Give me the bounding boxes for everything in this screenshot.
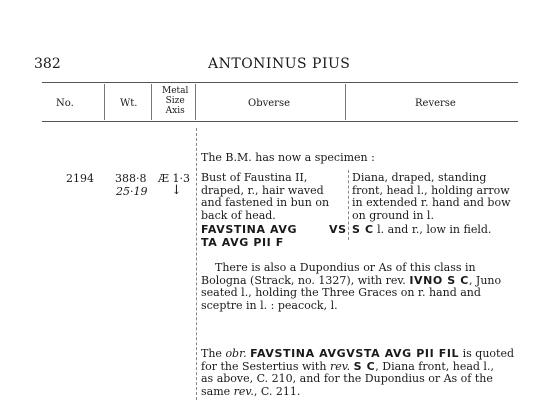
running-head: ANTONINUS PIUS	[208, 56, 351, 72]
note-obr: obr.	[225, 347, 247, 360]
note-text: , C. 211.	[253, 384, 301, 398]
obverse-line: back of head.	[201, 208, 276, 222]
note-legend: IVNO S C	[409, 273, 469, 287]
catalogue-number: 2194	[66, 172, 94, 185]
metal-size: Æ 1·3	[158, 172, 191, 185]
note-text: , Diana front, head l.,	[375, 359, 494, 373]
note-line: sceptre in l. : peacock, l.	[201, 298, 338, 312]
reverse-line: Diana, draped, standing	[352, 171, 487, 184]
note-line: There is also a Dupondius or As of this class in	[215, 261, 476, 274]
obverse-line: draped, r., hair waved	[201, 183, 324, 197]
note-legend: FAVSTINA AVGVSTA AVG PII FIL	[250, 347, 460, 360]
reverse-description	[352, 172, 511, 222]
note-text: same	[201, 384, 234, 398]
note-text: The	[201, 347, 226, 360]
obverse-line: and fastened in bun on	[201, 196, 330, 209]
divider-wt-metal	[151, 84, 152, 120]
column-heading-metal-size-axis	[162, 86, 188, 116]
axis-arrow-icon: ↓	[171, 183, 182, 198]
column-heading-no: No.	[56, 98, 74, 109]
note-rev: rev.	[329, 359, 351, 373]
note-sestertius-quoted	[201, 348, 514, 398]
column-heading-wt: Wt.	[120, 98, 138, 109]
reverse-legend-line	[352, 224, 491, 237]
reverse-line: on ground in l.	[352, 208, 434, 222]
column-heading-reverse: Reverse	[415, 98, 456, 109]
divider-no-wt	[104, 84, 105, 120]
note-dupondius-bologna	[201, 262, 501, 312]
body-left-divider	[196, 128, 197, 400]
note-line: seated l., holding the Three Graces on r. hand and	[201, 286, 481, 299]
note-legend-tail: , Juno	[468, 273, 502, 287]
body-mid-divider	[348, 170, 349, 240]
divider-obverse-reverse	[345, 84, 346, 120]
divider-metal-obverse	[195, 84, 196, 120]
size-label: Size	[165, 96, 185, 106]
note-text: for the Sestertius with	[201, 359, 330, 373]
entry-intro: The B.M. has now a specimen :	[201, 151, 375, 164]
obverse-legend-line-1: FAVSTINA AVG	[201, 223, 298, 236]
page-number: 382	[34, 56, 61, 72]
reverse-line: in extended r. hand and bow	[352, 196, 511, 209]
header-top-rule	[42, 82, 518, 83]
note-rev: rev.	[233, 384, 254, 398]
header-bottom-rule	[42, 121, 518, 122]
reverse-legend-tail: l. and r., low in field.	[377, 223, 492, 236]
obverse-legend-line-2: TA AVG PII F	[201, 236, 284, 249]
obverse-line: Bust of Faustina II,	[201, 171, 308, 184]
note-line: as above, C. 210, and for the Dupondius or As of the	[201, 372, 493, 385]
obverse-description	[201, 172, 329, 222]
metal-label: Metal	[162, 86, 189, 96]
axis-label: Axis	[165, 106, 185, 116]
obverse-legend-vs: VS	[329, 223, 347, 236]
column-heading-obverse: Obverse	[248, 98, 290, 109]
weight-grains: 388·8	[115, 172, 147, 185]
note-line-text: Bologna (Strack, no. 1327), with rev.	[201, 273, 406, 287]
note-text: is quoted	[459, 347, 515, 360]
weight-grams: 25·19	[116, 185, 148, 198]
reverse-legend: S C	[352, 223, 374, 236]
note-legend: S C	[353, 359, 376, 373]
note-line	[201, 386, 514, 399]
reverse-line: front, head l., holding arrow	[352, 183, 510, 197]
